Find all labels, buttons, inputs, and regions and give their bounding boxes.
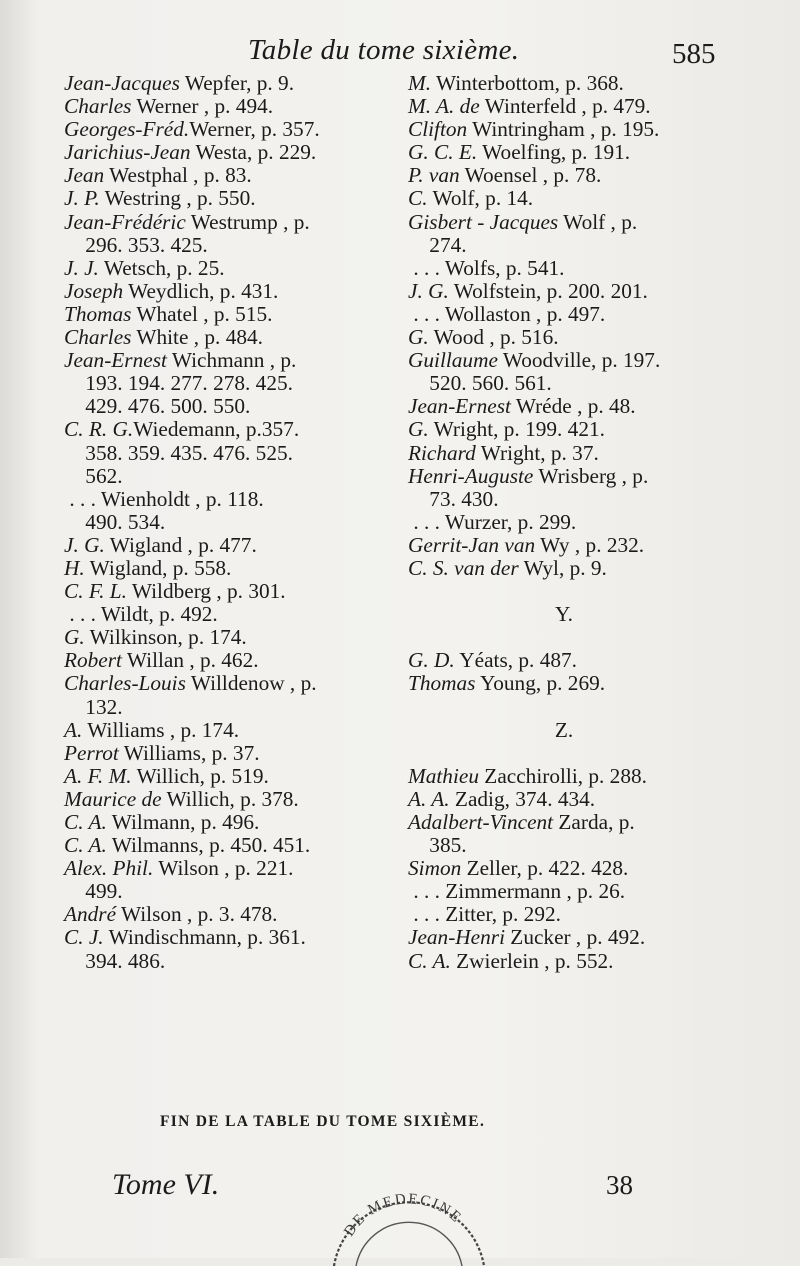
entry-forename: P. van (408, 163, 460, 188)
index-entry (64, 141, 394, 164)
library-stamp (326, 1148, 492, 1266)
entry-surname-pages: Wepfer, p. 9. (179, 71, 295, 95)
entry-surname-pages: Williams , p. 174. (82, 717, 240, 742)
index-entry (408, 442, 798, 465)
entry-forename: C. R. G. (64, 417, 134, 442)
index-entry (64, 488, 394, 511)
entry-surname-pages: Werner, p. 357. (189, 117, 320, 142)
index-entry (64, 442, 394, 465)
index-entry (408, 557, 798, 580)
index-entry (64, 211, 394, 234)
index-entry (408, 649, 798, 672)
gathering-number: 38 (606, 1170, 633, 1200)
entry-surname-pages: Young, p. 269. (475, 671, 606, 696)
entry-forename: H. (64, 555, 85, 580)
entry-forename: G. (408, 325, 429, 350)
index-entry (64, 626, 394, 649)
entry-surname-pages: Zeller, p. 422. 428. (461, 856, 629, 881)
entry-forename: Joseph (64, 278, 124, 303)
index-entry (408, 187, 798, 210)
entry-forename: Thomas (408, 671, 476, 696)
entry-forename: J. G. (408, 278, 449, 303)
index-entry (408, 372, 798, 395)
index-entry (64, 903, 394, 926)
index-entry (64, 187, 394, 210)
index-entry (64, 950, 394, 973)
entry-forename: Gisbert - Jacques (408, 209, 559, 234)
entry-forename: A. (64, 717, 83, 742)
section-letter-heading: Y. (555, 602, 573, 627)
entry-surname-pages: Wigland , p. 477. (104, 532, 257, 557)
index-entry (408, 788, 798, 811)
entry-forename: C. A. (408, 948, 451, 973)
entry-surname-pages: Westphal , p. 83. (104, 163, 252, 188)
index-entry (408, 626, 798, 649)
entry-surname-pages: 429. 476. 500. 550. (64, 394, 251, 419)
index-entry (408, 95, 798, 118)
index-entry (408, 72, 798, 95)
entry-surname-pages: 132. (64, 694, 123, 719)
entry-surname-pages: Wy , p. 232. (535, 532, 645, 557)
entry-forename: Alex. Phil. (64, 856, 154, 881)
entry-forename: Simon (408, 856, 462, 881)
entry-forename: Gerrit-Jan van (408, 532, 536, 557)
section-letter-heading: Z. (554, 717, 574, 742)
entry-forename: Maurice de (64, 786, 162, 811)
entry-surname-pages: Willich, p. 519. (131, 763, 269, 788)
entry-surname-pages: Wilmann, p. 496. (106, 810, 260, 834)
page-number: 585 (672, 38, 716, 70)
entry-surname-pages: Yéats, p. 487. (454, 648, 577, 673)
index-entry (408, 580, 798, 603)
index-entry (408, 465, 798, 488)
index-entry (408, 118, 798, 141)
entry-forename: C. S. van der (408, 555, 519, 580)
index-entry (64, 834, 394, 857)
entry-surname-pages: Wolf, p. 14. (427, 186, 534, 211)
index-entry (408, 880, 798, 903)
entry-surname-pages: 358. 359. 435. 476. 525. (64, 440, 293, 465)
entry-surname-pages: Whatel , p. 515. (131, 301, 273, 326)
entry-forename: G. (64, 625, 85, 650)
entry-forename: A. A. (408, 786, 450, 811)
entry-surname-pages: Wilkinson, p. 174. (84, 625, 247, 650)
entry-forename: M. A. de (408, 94, 480, 119)
entry-surname-pages: . . . Wienholdt , p. 118. (64, 486, 264, 511)
entry-surname-pages: Wilson , p. 3. 478. (116, 902, 278, 927)
entry-forename: Clifton (408, 117, 468, 142)
entry-surname-pages: Windischmann, p. 361. (103, 925, 306, 950)
index-entry (64, 534, 394, 557)
index-entry (64, 164, 394, 187)
entry-surname-pages: Willan , p. 462. (121, 648, 259, 673)
entry-forename: Jean (64, 163, 105, 188)
index-column-left (64, 72, 394, 973)
entry-forename: G. C. E. (408, 140, 478, 165)
entry-surname-pages: Wigland, p. 558. (84, 555, 232, 580)
index-entry (64, 649, 394, 672)
entry-surname-pages: . . . Wollaston , p. 497. (408, 301, 606, 326)
index-entry (408, 326, 798, 349)
running-header (0, 32, 800, 72)
index-entry (64, 95, 394, 118)
entry-forename: Thomas (64, 301, 132, 326)
entry-surname-pages: Zwierlein , p. 552. (450, 948, 614, 973)
entry-surname-pages: Westring , p. 550. (99, 186, 256, 211)
entry-surname-pages: . . . Zimmermann , p. 26. (408, 879, 626, 904)
entry-surname-pages: Wichmann , p. (166, 348, 297, 373)
entry-surname-pages: Willdenow , p. (185, 671, 317, 696)
entry-surname-pages: Zacchirolli, p. 288. (478, 763, 647, 788)
entry-surname-pages: Westrump , p. (185, 209, 310, 234)
entry-forename: G. (408, 417, 429, 442)
index-entry (64, 880, 394, 903)
stamp-text: DE MEDECINE (341, 1191, 465, 1240)
index-entry (408, 234, 798, 257)
index-entry (64, 557, 394, 580)
entry-forename: Charles (64, 94, 132, 119)
entry-surname-pages: Wilson , p. 221. (153, 856, 294, 881)
index-entry (408, 303, 798, 326)
entry-surname-pages: Wilmanns, p. 450. 451. (106, 833, 311, 858)
svg-text:DE MEDECINE (341, 1191, 465, 1239)
entry-surname-pages: Woensel , p. 78. (459, 163, 602, 188)
entry-forename: G. D. (408, 648, 455, 673)
entry-surname-pages: Zarda, p. (553, 810, 635, 834)
entry-surname-pages: . . . Wildt, p. 492. (64, 602, 218, 627)
index-entry (64, 326, 394, 349)
entry-surname-pages: Wyl, p. 9. (518, 555, 607, 580)
entry-surname-pages: . . . Wolfs, p. 541. (408, 255, 565, 280)
end-of-table-line: FIN DE LA TABLE DU TOME SIXIÈME. (160, 1113, 486, 1130)
entry-forename: Perrot (64, 740, 119, 765)
entry-surname-pages: 490. 534. (64, 509, 166, 534)
entry-surname-pages: 296. 353. 425. (64, 232, 208, 257)
entry-forename: Jarichius-Jean (64, 140, 191, 165)
index-entry (64, 418, 394, 441)
entry-forename: Guillaume (408, 348, 498, 373)
entry-forename: Georges-Fréd. (64, 117, 190, 142)
entry-forename: C. A. (64, 833, 107, 858)
index-entry (408, 811, 798, 834)
index-entry (64, 465, 394, 488)
entry-surname-pages: 499. (64, 879, 123, 904)
entry-forename: C. F. L. (64, 579, 127, 604)
index-entry (408, 141, 798, 164)
index-entry (408, 903, 798, 926)
index-entry (64, 811, 394, 834)
index-entry (408, 857, 798, 880)
entry-surname-pages: Zucker , p. 492. (504, 925, 646, 950)
index-entry (408, 672, 798, 695)
index-entry (408, 211, 798, 234)
entry-surname-pages: Werner , p. 494. (131, 94, 274, 119)
index-entry (64, 349, 394, 372)
index-entry (64, 672, 394, 695)
index-entry (408, 926, 798, 949)
entry-surname-pages: Wolfstein, p. 200. 201. (448, 278, 648, 303)
entry-surname-pages: Zadig, 374. 434. (449, 786, 596, 811)
entry-surname-pages: 73. 430. (408, 486, 499, 511)
index-entry (408, 511, 798, 534)
index-entry (408, 257, 798, 280)
entry-forename: Charles (64, 325, 132, 350)
entry-surname-pages: Winterfeld , p. 479. (479, 94, 651, 119)
index-entry (64, 72, 394, 95)
index-entry (64, 511, 394, 534)
index-entry (64, 719, 394, 742)
entry-forename: Adalbert-Vincent (408, 810, 554, 834)
entry-forename: A. F. M. (64, 763, 132, 788)
entry-surname-pages: Wildberg , p. 301. (126, 579, 286, 604)
entry-surname-pages: 394. 486. (64, 948, 166, 973)
index-entry (408, 164, 798, 187)
entry-forename: Jean-Jacques (64, 71, 180, 95)
entry-forename: Robert (64, 648, 122, 673)
entry-forename: C. (408, 186, 428, 211)
index-entry (408, 950, 798, 973)
entry-forename: C. J. (64, 925, 104, 950)
entry-forename: J. J. (64, 255, 99, 280)
entry-surname-pages: White , p. 484. (131, 325, 263, 350)
entry-forename: Jean-Ernest (408, 394, 511, 419)
entry-surname-pages: Winterbottom, p. 368. (431, 71, 624, 95)
entry-forename: J. P. (64, 186, 100, 211)
entry-surname-pages: Wetsch, p. 25. (98, 255, 225, 280)
index-entry (64, 742, 394, 765)
index-entry (64, 696, 394, 719)
entry-surname-pages: Wright, p. 37. (475, 440, 599, 465)
index-entry (408, 834, 798, 857)
entry-surname-pages: 520. 560. 561. (408, 371, 552, 396)
entry-forename: Jean-Ernest (64, 348, 167, 373)
index-entry (408, 534, 798, 557)
index-entry (64, 280, 394, 303)
entry-forename: C. A. (64, 810, 107, 834)
index-entry (64, 372, 394, 395)
entry-surname-pages: Wréde , p. 48. (510, 394, 636, 419)
index-entry (408, 696, 798, 719)
index-entry (408, 765, 798, 788)
index-entry (64, 788, 394, 811)
index-entry (64, 234, 394, 257)
index-entry (64, 603, 394, 626)
index-entry (64, 395, 394, 418)
index-entry (64, 926, 394, 949)
entry-surname-pages: . . . Wurzer, p. 299. (408, 509, 577, 534)
index-entry (408, 349, 798, 372)
entry-forename: Charles-Louis (64, 671, 186, 696)
entry-surname-pages: . . . Zitter, p. 292. (408, 902, 561, 927)
index-entry (64, 257, 394, 280)
index-entry (408, 280, 798, 303)
entry-forename: M. (408, 71, 432, 95)
index-entry (408, 418, 798, 441)
entry-surname-pages: Wiedemann, p.357. (133, 417, 300, 442)
index-entry (64, 580, 394, 603)
entry-surname-pages: Williams, p. 37. (118, 740, 260, 765)
entry-forename: Richard (408, 440, 476, 465)
entry-surname-pages: Weydlich, p. 431. (123, 278, 279, 303)
running-title: Table du tome sixième. (248, 34, 520, 66)
index-column-right (408, 72, 798, 973)
entry-surname-pages: Woodville, p. 197. (497, 348, 661, 373)
entry-surname-pages: Willich, p. 378. (161, 786, 299, 811)
entry-surname-pages: Wintringham , p. 195. (467, 117, 660, 142)
entry-forename: J. G. (64, 532, 105, 557)
index-entry (64, 765, 394, 788)
entry-surname-pages: Wood , p. 516. (428, 325, 559, 350)
volume-signature: Tome VI. (112, 1168, 220, 1201)
index-entry (408, 395, 798, 418)
entry-forename: Mathieu (408, 763, 479, 788)
entry-forename: Jean-Henri (408, 925, 505, 950)
entry-surname-pages: 274. (408, 232, 467, 257)
index-entry (64, 303, 394, 326)
entry-surname-pages: 562. (64, 463, 123, 488)
entry-surname-pages: Woelfing, p. 191. (477, 140, 631, 165)
entry-surname-pages: 193. 194. 277. 278. 425. (64, 371, 293, 396)
entry-surname-pages: 385. (408, 833, 467, 858)
index-entry (408, 742, 798, 765)
entry-surname-pages: Westa, p. 229. (190, 140, 317, 165)
index-entry (64, 857, 394, 880)
entry-forename: Henri-Auguste (408, 463, 534, 488)
entry-forename: Jean-Frédéric (64, 209, 186, 234)
entry-surname-pages: Wright, p. 199. 421. (428, 417, 605, 442)
index-entry (408, 488, 798, 511)
entry-surname-pages: Wolf , p. (558, 209, 638, 234)
index-entry (64, 118, 394, 141)
entry-forename: André (64, 902, 117, 927)
entry-surname-pages: Wrisberg , p. (533, 463, 649, 488)
